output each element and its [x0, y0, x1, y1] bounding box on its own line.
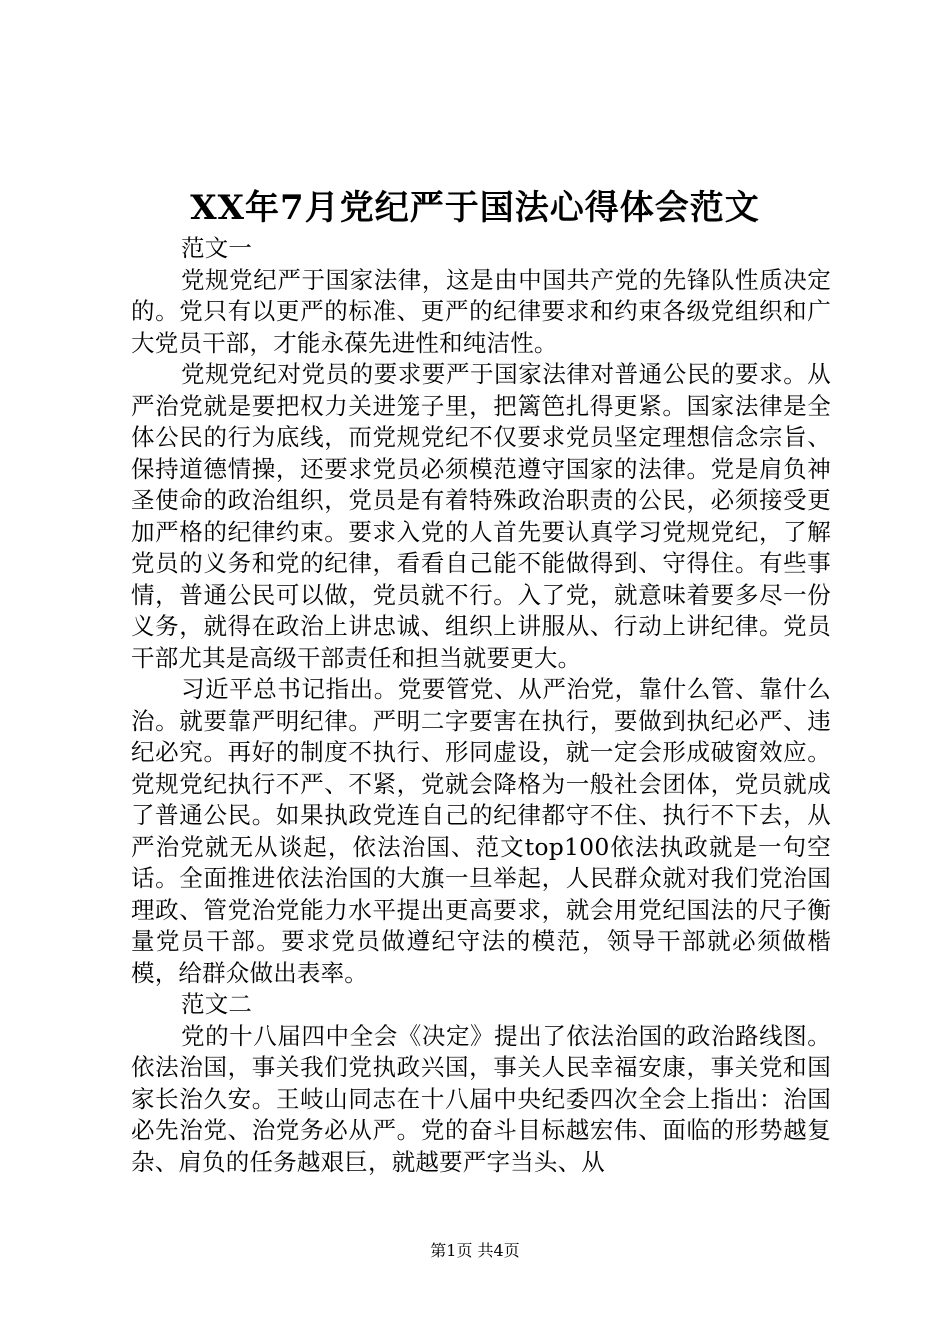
paragraph: 党规党纪严于国家法律，这是由中国共产党的先锋队性质决定的。党只有以更严的标准、更严的纪律要求和约束各级党组织和广大党员干部，才能永葆先进性和纯洁性。: [131, 265, 831, 357]
section-2: [131, 989, 831, 1178]
page-footer: 第1页 共4页: [430, 1241, 520, 1260]
section-1: [131, 233, 831, 989]
document-body: [131, 233, 831, 1178]
paragraph: 习近平总书记指出。党要管党、从严治党，靠什么管、靠什么治。就要靠严明纪律。严明二字要害在执行，要做到执纪必严、违纪必究。再好的制度不执行、形同虚设，就一定会形成破窗效应。党规党纪执行不严、不紧，党就会降格为一般社会团体，党员就成了普通公民。如果执政党连自己的纪律都守不住、执行不下去，从严治党就无从谈起，依法治国、范文top100依法执政就是一句空话。全面推进依法治国的大旗一旦举起，人民群众就对我们党治国理政、管党治党能力水平提出更高要求，就会用党纪国法的尺子衡量党员干部。要求党员做遵纪守法的模范，领导干部就必须做楷模，给群众做出表率。: [131, 675, 831, 987]
section-heading: 范文一: [181, 234, 253, 262]
document-title: XX年7月党纪严于国法心得体会范文: [190, 188, 760, 228]
section-heading: 范文二: [181, 990, 253, 1018]
paragraph: 党规党纪对党员的要求要严于国家法律对普通公民的要求。从严治党就是要把权力关进笼子里，把篱笆扎得更紧。国家法律是全体公民的行为底线，而党规党纪不仅要求党员坚定理想信念宗旨、保持道德情操，还要求党员必须模范遵守国家的法律。党是肩负神圣使命的政治组织，党员是有着特殊政治职责的公民，必须接受更加严格的纪律约束。要求入党的人首先要认真学习党规党纪，了解党员的义务和党的纪律，看看自己能不能做得到、守得住。有些事情，普通公民可以做，党员就不行。入了党，就意味着要多尽一份义务，就得在政治上讲忠诚、组织上讲服从、行动上讲纪律。党员干部尤其是高级干部责任和担当就要更大。: [131, 360, 831, 672]
paragraph: 党的十八届四中全会《决定》提出了依法治国的政治路线图。依法治国，事关我们党执政兴国，事关人民幸福安康，事关党和国家长治久安。王岐山同志在十八届中央纪委四次全会上指出：治国必先治党、治党务必从严。党的奋斗目标越宏伟、面临的形势越复杂、肩负的任务越艰巨，就越要严字当头、从: [131, 1021, 831, 1176]
